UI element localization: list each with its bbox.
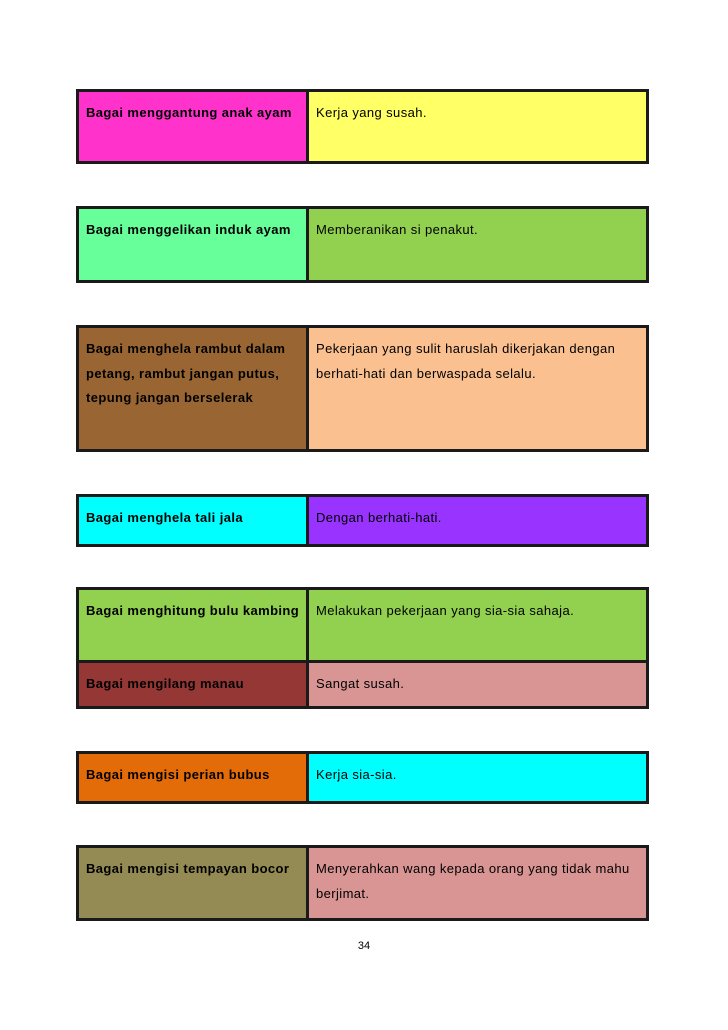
- proverb-term: Bagai mengilang manau: [78, 662, 308, 708]
- proverb-meaning: Menyerahkan wang kepada orang yang tidak mahu berjimat.: [308, 847, 648, 920]
- proverb-meaning: Kerja sia-sia.: [308, 753, 648, 803]
- proverb-term: Bagai menggelikan induk ayam: [78, 208, 308, 282]
- proverb-row: [78, 208, 648, 282]
- proverb-term: Bagai menggantung anak ayam: [78, 91, 308, 163]
- proverb-table: [76, 494, 649, 547]
- proverb-row: [78, 327, 648, 451]
- proverb-term: Bagai menghela rambut dalam petang, rambut jangan putus, tepung jangan berselerak: [78, 327, 308, 451]
- proverb-table: [76, 325, 649, 452]
- proverb-row: [78, 496, 648, 546]
- proverb-term: Bagai mengisi perian bubus: [78, 753, 308, 803]
- proverb-row: [78, 91, 648, 163]
- proverb-row: [78, 753, 648, 803]
- page-number: 34: [357, 940, 371, 952]
- proverb-table: [76, 587, 649, 709]
- proverb-meaning: Melakukan pekerjaan yang sia-sia sahaja.: [308, 589, 648, 662]
- proverb-table: [76, 89, 649, 164]
- proverb-meaning: Kerja yang susah.: [308, 91, 648, 163]
- proverb-meaning: Sangat susah.: [308, 662, 648, 708]
- proverb-row: [78, 589, 648, 662]
- proverb-row: [78, 662, 648, 708]
- proverb-table: [76, 751, 649, 804]
- proverb-term: Bagai mengisi tempayan bocor: [78, 847, 308, 920]
- proverb-term: Bagai menghitung bulu kambing: [78, 589, 308, 662]
- proverb-table: [76, 845, 649, 921]
- proverb-row: [78, 847, 648, 920]
- proverb-meaning: Dengan berhati-hati.: [308, 496, 648, 546]
- proverb-table: [76, 206, 649, 283]
- proverb-term: Bagai menghela tali jala: [78, 496, 308, 546]
- proverb-meaning: Pekerjaan yang sulit haruslah dikerjakan dengan berhati-hati dan berwaspada selalu.: [308, 327, 648, 451]
- proverb-meaning: Memberanikan si penakut.: [308, 208, 648, 282]
